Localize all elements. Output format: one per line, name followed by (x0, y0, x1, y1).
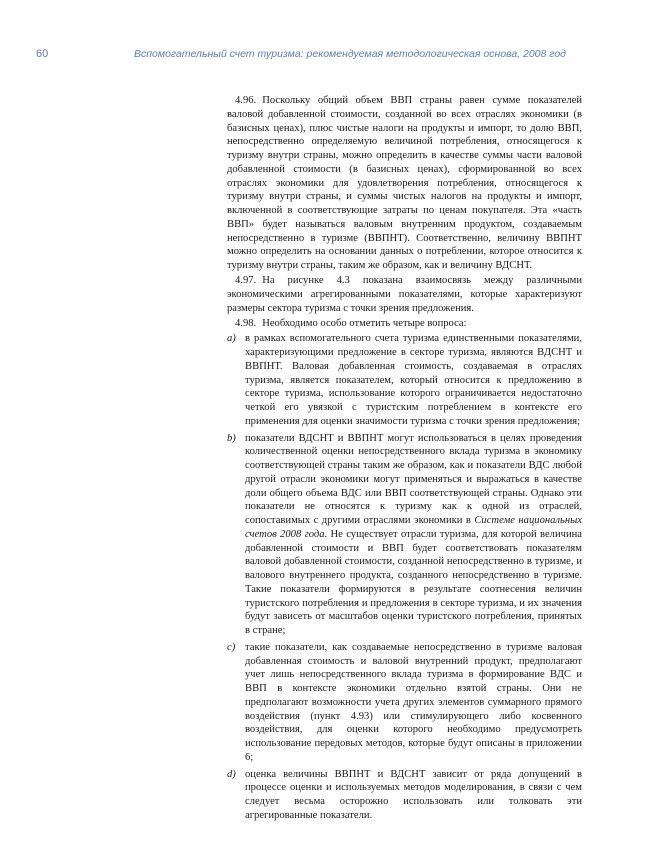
list-item-text: оценка величины ВВПНТ и ВДСНТ зависит от ряда допущений в процессе оценки и используемых методов моделирования, в связи с чем следует весьма осторожно использовать или толковать эти агрегированные показатели. (245, 768, 582, 821)
paragraph-number: 4.96. (235, 95, 257, 106)
list-marker: a) (227, 333, 236, 345)
paragraph-number: 4.98. (235, 318, 257, 329)
body-text (227, 94, 582, 826)
paragraph-4-97 (227, 274, 582, 315)
running-header: Вспомогательный счет туризма: рекомендуемая методологическая основа, 2008 год (134, 48, 566, 60)
list-item-c (227, 641, 582, 765)
list-item-text-after: . Не существует отрасли туризма, для которой величина добавленной стоимости и ВВП будет соответствовать показателям валовой добавленной стоимости, созданной непосредственно в туризме, и валового внутреннего продукта, созданного непосредственно в туризме. Такие показатели формируются в результате соотнесения величин туристского потребления и предложения в секторе туризма, и их значения будут зависеть от масштабов оценки туристского потребления, принятых в стране; (245, 528, 582, 636)
list-marker: d) (227, 768, 236, 780)
paragraph-number: 4.97. (235, 275, 257, 287)
paragraph-4-96 (227, 94, 582, 273)
paragraph-text: Поскольку общий объем ВВП страны равен сумме показателей валовой добавленной стоимости, созданной во всех отраслях экономики (в базисных ценах), плюс чистые налоги на продукты и импорт, то долю ВВП, непосредственно определяемую величиной потребления, относящегося к туризму внутри страны, можно определить в качестве суммы части валовой добавленной стоимости (в базисных ценах), сформированной во всех отраслях экономики для удовлетворения потребления, относящегося к туризму внутри страны, и суммы чистых налогов на продукты и импорт, включенной в соответствующие затраты по ценам покупателя. Эта «часть ВВП» будет называться валовым внутренним продуктом, создаваемым непосредственно в туризме (ВВПНТ). Соответственно, величину ВВПНТ можно определить на основании данных о потреблении, которое относится к туризму внутри страны, таким же образом, как и величину ВДСНТ. (227, 95, 582, 271)
paragraph-text: Необходимо особо отметить четыре вопроса: (262, 318, 467, 329)
list-item-text-before: показатели ВДСНТ и ВВПНТ могут использоваться в целях проведения количественной оценки непосредственного вклада туризма в экономику соответствующей страны таким же образом, как и показатели ВДС любой другой отрасли экономики могут применяться и выражаться в качестве доли общего объема ВДС или ВВП соответствующей страны. Однако эти показатели не относятся к туризму как к одной из отраслей, сопоставимых с другими отраслями экономики в (245, 432, 582, 526)
list-item-text: в рамках вспомогательного счета туризма единственными показателями, характеризующими предложение в секторе туризма, являются ВДСНТ и ВВПНТ. Валовая добавленная стоимость, создаваемая в отраслях туризма, является показателем, который относится к предложению в секторе туризма, использование которого ограничивается недостаточно четкой его увязкой с туристским потреблением в контексте его применения для оценки значимости туризма с точки зрения предложения; (245, 333, 582, 427)
list-marker: b) (227, 432, 236, 444)
list-item-text: такие показатели, как создаваемые непосредственно в туризме валовая добавленная стоимость и валовой внутренний продукт, предполагают учет лишь непосредственного вклада туризма в формирование ВДС и ВВП в контексте экономики отдельно взятой страны. Они не предполагают возможности учета других элементов суммарного прямого воздействия (пункт 4.93) или стимулирующего либо косвенного воздействия, для оценки которого необходимо предусмотреть использование передовых методов, которые будут описаны в приложении 6; (245, 641, 582, 763)
list-item-b (227, 432, 582, 638)
page-number: 60 (36, 48, 49, 60)
paragraph-4-98 (227, 317, 582, 331)
list-marker: c) (227, 641, 236, 653)
list-item-italic-title: Системе национальных счетов 2008 года (245, 515, 582, 540)
list-item-a (227, 332, 582, 428)
issues-list (227, 332, 582, 822)
paragraph-text: На рисунке 4.3 показана взаимосвязь между различными экономическими агрегированными показателями, которые характеризуют размеры сектора туризма с точки зрения предложения. (227, 275, 582, 314)
list-item-d (227, 768, 582, 823)
